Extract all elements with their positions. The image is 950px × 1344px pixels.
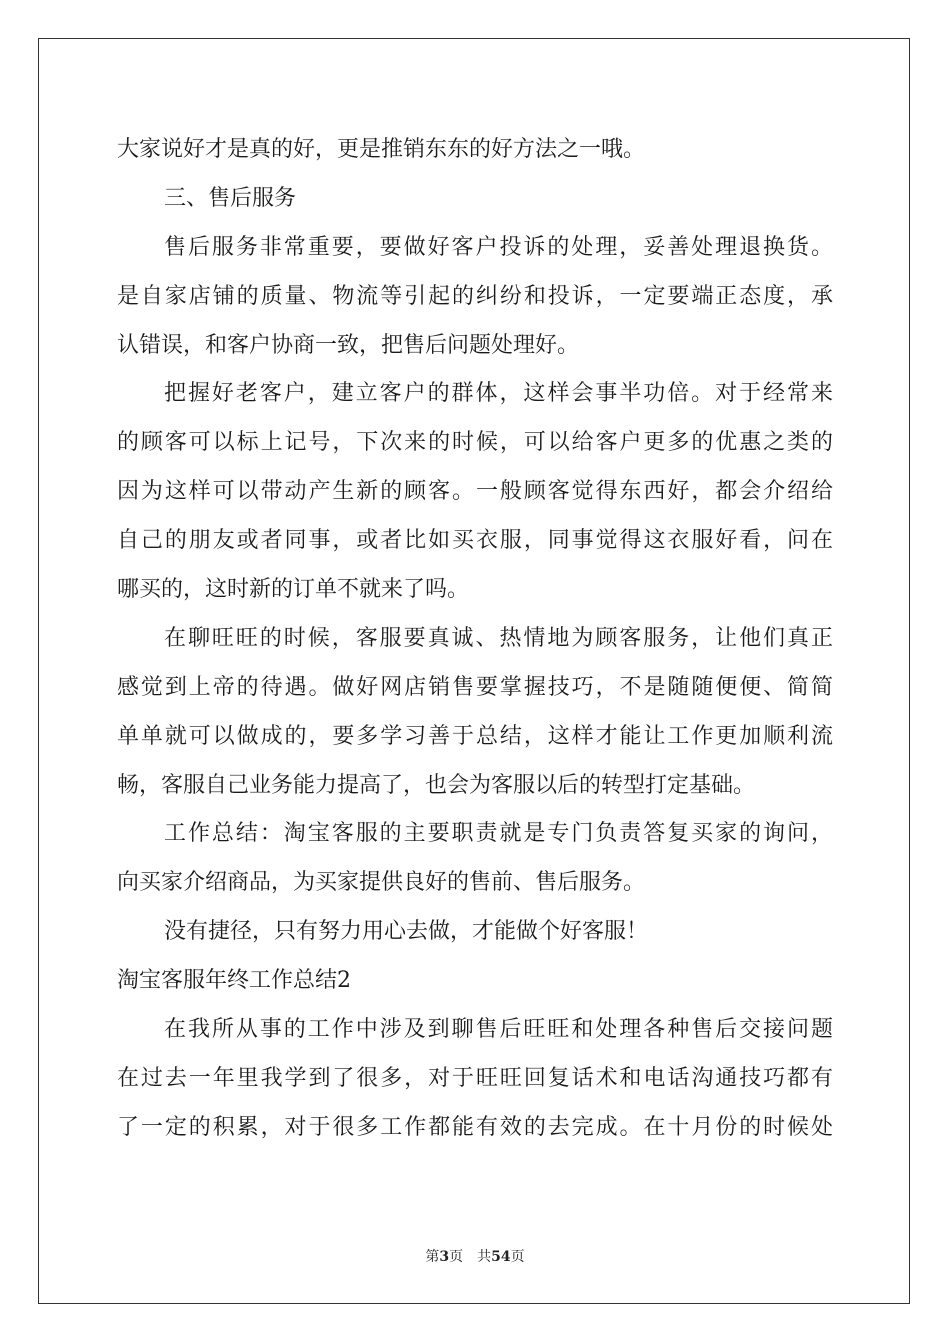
- text-line: 自己的朋友或者同事，或者比如买衣服，同事觉得这衣服好看，问在: [117, 528, 833, 554]
- text-line: 在聊旺旺的时候，客服要真诚、热情地为顾客服务，让他们真正: [164, 625, 833, 651]
- current-page-number: 3: [439, 1249, 450, 1265]
- text-line: 是自家店铺的质量、物流等引起的纠纷和投诉，一定要端正态度，承: [117, 283, 833, 309]
- footer-total-suffix: 页: [510, 1249, 525, 1265]
- text-line: 售后服务非常重要，要做好客户投诉的处理，妥善处理退换货。: [164, 234, 833, 260]
- total-page-count: 54: [491, 1249, 511, 1265]
- text-line: 大家说好才是真的好，更是推销东东的好方法之一哦。: [117, 137, 646, 162]
- text-line: 哪买的，这时新的订单不就来了吗。: [117, 577, 470, 603]
- text-line: 感觉到上帝的待遇。做好网店销售要掌握技巧，不是随随便便、简简: [117, 674, 833, 700]
- text-line: 向买家介绍商品，为买家提供良好的售前、售后服务。: [117, 870, 646, 896]
- text-line: 因为这样可以带动产生新的顾客。一般顾客觉得东西好，都会介绍给: [117, 479, 833, 505]
- text-line: 在过去一年里我学到了很多，对于旺旺回复话术和电话沟通技巧都有: [117, 1065, 833, 1091]
- text-line: 没有捷径，只有努力用心去做，才能做个好客服！: [164, 919, 649, 945]
- page-footer: [0, 1246, 950, 1266]
- text-line: 了一定的积累，对于很多工作都能有效的去完成。在十月份的时候处: [117, 1114, 833, 1140]
- text-line: 把握好老客户，建立客户的群体，这样会事半功倍。对于经常来: [164, 381, 833, 407]
- text-line: 的顾客可以标上记号，下次来的时候，可以给客户更多的优惠之类的: [117, 430, 833, 456]
- document-title: 淘宝客服年终工作总结2: [117, 968, 351, 994]
- text-line: 单单就可以做成的，要多学习善于总结，这样才能让工作更加顺利流: [117, 723, 833, 749]
- text-line: 工作总结：淘宝客服的主要职责就是专门负责答复买家的询问，: [164, 821, 833, 847]
- document-body: [117, 126, 833, 1153]
- text-line: 在我所从事的工作中涉及到聊售后旺旺和处理各种售后交接问题: [164, 1017, 833, 1043]
- footer-prefix: 第: [425, 1249, 440, 1265]
- text-line: 认错误，和客户协商一致，把售后问题处理好。: [117, 332, 580, 358]
- text-line: 畅，客服自己业务能力提高了，也会为客服以后的转型打定基础。: [117, 772, 756, 798]
- section-heading: 三、售后服务: [164, 185, 297, 211]
- footer-total-prefix: 共: [477, 1249, 492, 1265]
- footer-page-suffix: 页: [449, 1249, 464, 1265]
